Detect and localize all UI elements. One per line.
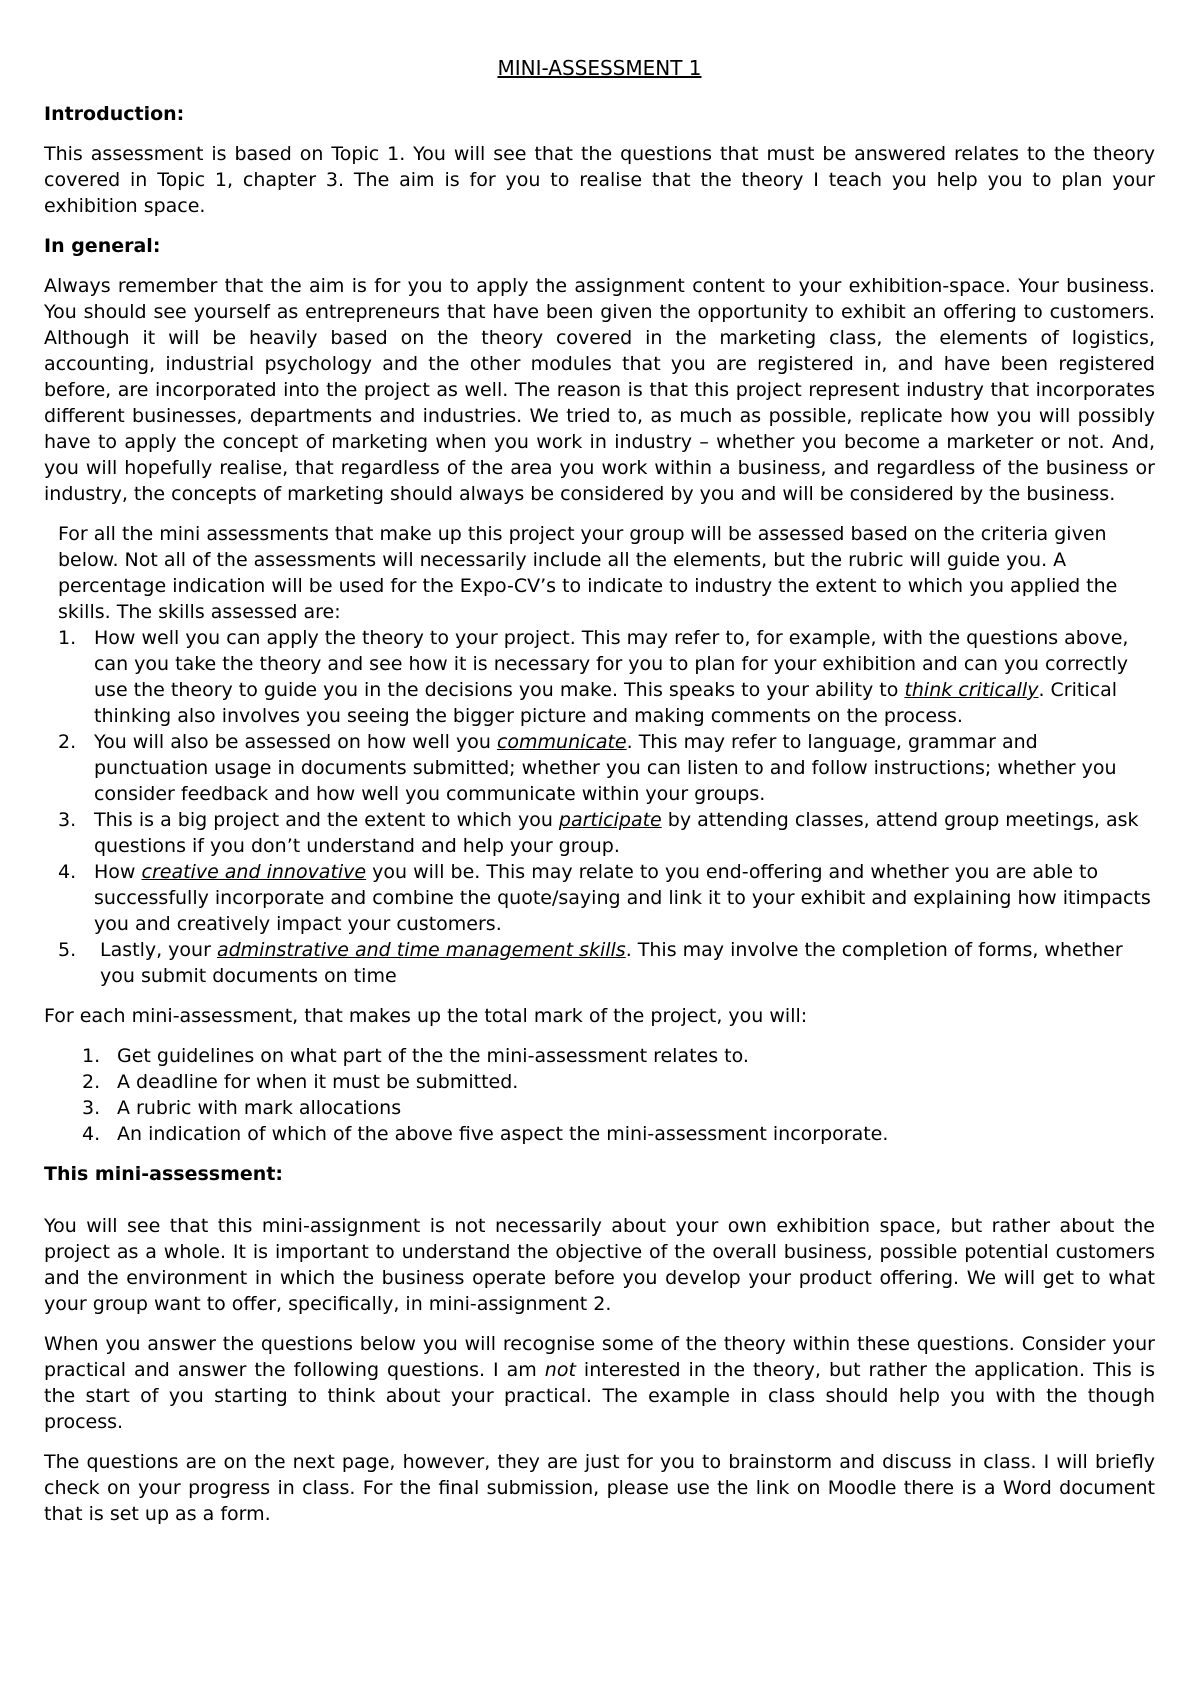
list-number: 5.	[58, 939, 77, 961]
criteria-item	[44, 859, 1155, 937]
list-number: 1.	[58, 627, 77, 649]
criteria-skill: communicate	[496, 731, 627, 753]
intro-heading: Introduction:	[44, 103, 185, 125]
each-lead: For each mini-assessment, that makes up the total mark of the project, you will:	[44, 1005, 808, 1027]
list-number: 4.	[58, 861, 77, 883]
criteria-item-text: . This may refer to language, grammar and punctuation usage in documents submitted; whether you can listen to and follow instructions; whether you consider feedback and how well you communicate within your groups.	[94, 731, 1117, 805]
emphasis-not: not	[544, 1359, 576, 1381]
criteria-skill: creative and innovative	[141, 861, 367, 883]
document-title: MINI-ASSESSMENT 1	[497, 56, 702, 80]
criteria-skill: think critically	[904, 679, 1039, 701]
list-number: 3.	[58, 809, 77, 831]
general-paragraph: Always remember that the aim is for you to apply the assignment content to your exhibition-space. Your business. You should see yourself as entrepreneurs that have been given the opportunity to exhibit an offering to customers. Although it will be heavily based on the theory covered in the marketing class, the elements of logistics, accounting, industrial psychology and the other modules that you are registered in, and have been registered before, are incorporated into the project as well. The reason is that this project represent industry that incorporates different businesses, departments and industries. We tried to, as much as possible, replicate how you will possibly have to apply the concept of marketing when you work in industry – whether you become a marketer or not. And, you will hopefully realise, that regardless of the area you work within a business, and regardless of the business or industry, the concepts of marketing should always be considered by you and will be considered by the business.	[44, 275, 1155, 505]
criteria-item	[44, 729, 1155, 807]
criteria-item-text: Lastly, your	[100, 939, 217, 961]
criteria-item-text: How	[94, 861, 142, 883]
each-item-text: An indication of which of the above five aspect the mini-assessment incorporate.	[117, 1123, 889, 1145]
criteria-list	[44, 625, 1155, 989]
each-list	[44, 1043, 1155, 1147]
list-number: 4.	[82, 1123, 101, 1145]
criteria-skill: adminstrative and time management skills	[216, 939, 626, 961]
list-number: 2.	[58, 731, 77, 753]
this-mini-paragraph-1: You will see that this mini-assignment is not necessarily about your own exhibition space, but rather about the project as a whole. It is important to understand the objective of the overall business, possible potential customers and the environment in which the business operate before you develop your product offering. We will get to what your group want to offer, specifically, in mini-assignment 2.	[44, 1215, 1155, 1315]
criteria-item	[44, 937, 1155, 989]
each-item-text: A deadline for when it must be submitted.	[117, 1071, 519, 1093]
each-item	[44, 1121, 1155, 1147]
criteria-lead: For all the mini assessments that make up this project your group will be assessed based on the criteria given below. Not all of the assessments will necessarily include all the elements, but the rubric will guide you. A percentage indication will be used for the Expo-CV’s to indicate to industry the extent to which you applied the skills. The skills assessed are:	[58, 523, 1118, 623]
criteria-item-text: How well you can apply the theory to your project. This may refer to, for example, with the questions above, can you take the theory and see how it is necessary for you to plan for your exhibition and can you correctly use the theory to guide you in the decisions you make. This speaks to your ability to	[94, 627, 1129, 701]
list-number: 3.	[82, 1097, 101, 1119]
paragraph-text: When you answer the questions below you will recognise some of the theory within these questions. Consider your practical and answer the following questions. I am	[44, 1333, 1155, 1381]
this-mini-heading: This mini-assessment:	[44, 1163, 283, 1185]
criteria-item-text: you will be. This may relate to you end-offering and whether you are able to successfully incorporate and combine the quote/saying and link it to your exhibit and explaining how itimpacts you and creatively impact your customers.	[94, 861, 1151, 935]
criteria-item-text: This is a big project and the extent to which you	[94, 809, 559, 831]
intro-paragraph: This assessment is based on Topic 1. You will see that the questions that must be answered relates to the theory covered in Topic 1, chapter 3. The aim is for you to realise that the theory I teach you help you to plan your exhibition space.	[44, 143, 1155, 217]
criteria-item	[44, 625, 1155, 729]
criteria-item-text: . This may involve the completion of forms, whether you submit documents on time	[100, 939, 1123, 987]
list-number: 1.	[82, 1045, 101, 1067]
list-number: 2.	[82, 1071, 101, 1093]
each-item-text: A rubric with mark allocations	[117, 1097, 402, 1119]
criteria-item	[44, 807, 1155, 859]
each-item-text: Get guidelines on what part of the the mini-assessment relates to.	[117, 1045, 749, 1067]
this-mini-paragraph-2	[44, 1331, 1155, 1435]
criteria-item-text: by attending classes, attend group meetings, ask questions if you don’t understand and help your group.	[94, 809, 1139, 857]
each-item	[44, 1043, 1155, 1069]
criteria-item-text: You will also be assessed on how well you	[94, 731, 497, 753]
each-item	[44, 1069, 1155, 1095]
criteria-skill: participate	[558, 809, 662, 831]
criteria-item-text: . Critical thinking also involves you seeing the bigger picture and making comments on the process.	[94, 679, 1117, 727]
paragraph-text: interested in the theory, but rather the application. This is the start of you starting to think about your practical. The example in class should help you with the though process.	[44, 1359, 1155, 1433]
each-item	[44, 1095, 1155, 1121]
general-heading: In general:	[44, 235, 161, 257]
this-mini-paragraph-3: The questions are on the next page, however, they are just for you to brainstorm and discuss in class. I will briefly check on your progress in class. For the final submission, please use the link on Moodle there is a Word document that is set up as a form.	[44, 1451, 1155, 1525]
